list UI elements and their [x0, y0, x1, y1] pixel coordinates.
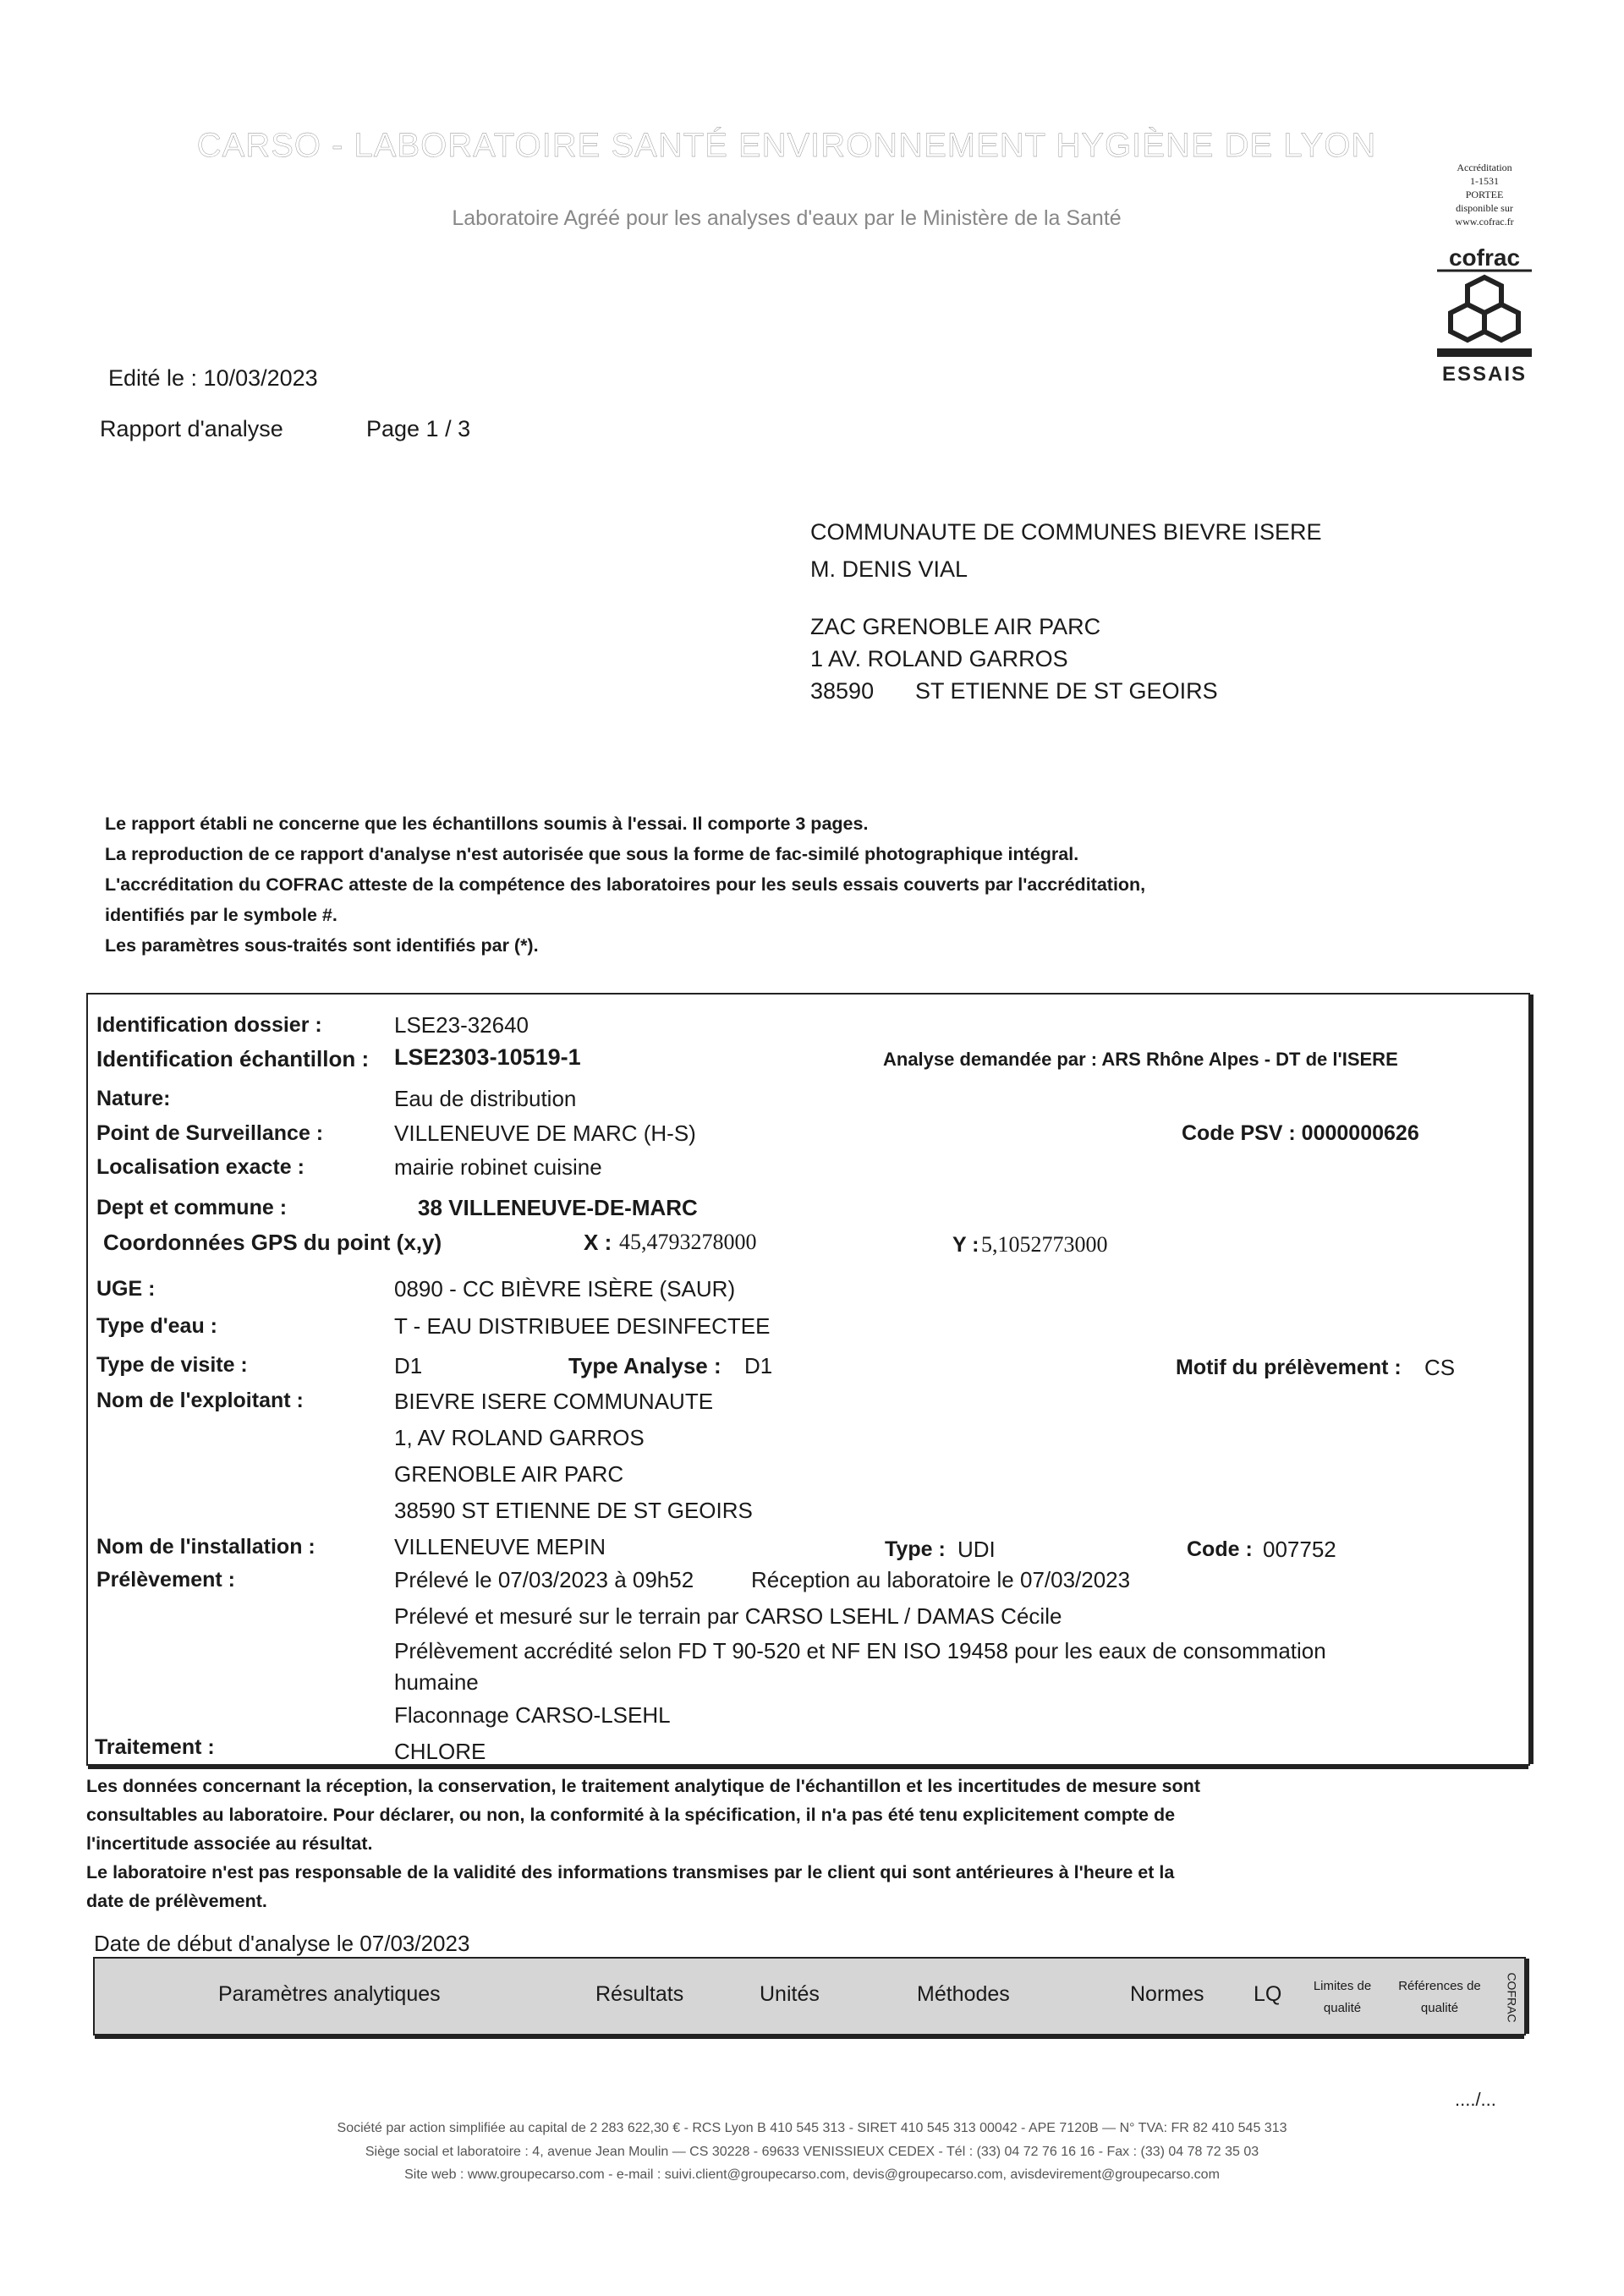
id-dossier-value: LSE23-32640	[394, 1012, 529, 1038]
uge-value: 0890 - CC BIÈVRE ISÈRE (SAUR)	[394, 1276, 736, 1301]
operator-label: Nom de l'exploitant :	[96, 1389, 304, 1412]
edit-date: Edité le : 10/03/2023	[108, 365, 318, 391]
sampling-label: Prélèvement :	[96, 1568, 235, 1592]
col-units: Unités	[760, 1982, 820, 2006]
note-line: date de prélèvement.	[86, 1891, 267, 1911]
water-type-label: Type d'eau :	[96, 1314, 218, 1338]
col-refs	[1387, 1975, 1492, 2019]
disclaimer-line: Le rapport établi ne concerne que les échantillons soumis à l'essai. Il comporte 3 pages.	[105, 814, 869, 834]
cofrac-logo	[1434, 244, 1535, 387]
disclaimer	[105, 808, 1374, 961]
sampling-line: Prélevé et mesuré sur le terrain par CARSO LSEHL / DAMAS Cécile	[394, 1603, 1062, 1629]
id-dossier-label: Identification dossier :	[96, 1013, 322, 1037]
parameters-table-header	[93, 1957, 1526, 2036]
footer-line: Siège social et laboratoire : 4, avenue Jean Moulin — CS 30228 - 69633 VENISSIEUX CEDEX - Tél : (33) 04 72 76 16 16 - Fax : (33) 04 78 72 35 03	[365, 2145, 1259, 2159]
disclaimer-line: L'accréditation du COFRAC atteste de la compétence des laboratoires pour les seuls essais couverts par l'accréditation,	[105, 874, 1146, 895]
continued-marker: ..../...	[1455, 2089, 1496, 2110]
psv-code: Code PSV : 0000000626	[1182, 1121, 1419, 1145]
surveillance-value: VILLENEUVE DE MARC (H-S)	[394, 1121, 696, 1146]
col-limits-line: Limites de	[1313, 1979, 1372, 1993]
lab-subtitle: Laboratoire Agréé pour les analyses d'eaux par le Ministère de la Santé	[452, 206, 1122, 230]
operator-line: 1, AV ROLAND GARROS	[394, 1425, 645, 1450]
motive-value: CS	[1424, 1355, 1456, 1380]
surveillance-label: Point de Surveillance :	[96, 1121, 324, 1145]
recipient-line: 1 AV. ROLAND GARROS	[810, 646, 1068, 671]
installation-code-value: 007752	[1263, 1537, 1336, 1562]
water-type-value: T - EAU DISTRIBUEE DESINFECTEE	[394, 1313, 771, 1339]
report-type: Rapport d'analyse	[100, 416, 283, 441]
cofrac-logo-sub: ESSAIS	[1441, 363, 1528, 386]
accreditation-info	[1438, 161, 1531, 228]
reception-date: Réception au laboratoire le 07/03/2023	[751, 1567, 1131, 1592]
footer-line: Site web : www.groupecarso.com - e-mail : suivi.client@groupecarso.com, devis@groupecarso.com, avisdevirement@groupecarso.com	[404, 2167, 1220, 2182]
gps-y-label: Y :	[952, 1233, 979, 1257]
gps-x-label: X :	[584, 1230, 612, 1255]
requested-by: Analyse demandée par : ARS Rhône Alpes - DT de l'ISERE	[883, 1049, 1398, 1070]
page-number: Page 1 / 3	[366, 416, 471, 441]
installation-type-label: Type :	[885, 1537, 946, 1561]
disclaimer-line: La reproduction de ce rapport d'analyse n'est autorisée que sous la forme de fac-similé photographique intégral.	[105, 844, 1079, 864]
note-line: l'incertitude associée au résultat.	[86, 1833, 373, 1854]
id-sample-value: LSE2303-10519-1	[394, 1044, 581, 1070]
note-line: Les données concernant la réception, la conservation, le traitement analytique de l'échantillon et les incertitudes de mesure sont	[86, 1776, 1200, 1796]
col-norms: Normes	[1130, 1982, 1204, 2006]
installation-label: Nom de l'installation :	[96, 1535, 315, 1559]
accreditation-line: PORTEE	[1465, 189, 1504, 200]
treatment-label: Traitement :	[95, 1735, 215, 1759]
location-value: mairie robinet cuisine	[394, 1154, 602, 1180]
dept-label: Dept et commune :	[96, 1196, 288, 1219]
nature-label: Nature:	[96, 1087, 171, 1110]
disclaimer-line: Les paramètres sous-traités sont identifiés par (*).	[105, 935, 539, 956]
nature-value: Eau de distribution	[394, 1086, 577, 1111]
col-refs-line: qualité	[1420, 2001, 1459, 2015]
lab-name: CARSO - LABORATOIRE SANTÉ ENVIRONNEMENT HYGIÈNE DE LYON	[196, 127, 1377, 164]
visit-type-value: D1	[394, 1353, 423, 1378]
installation-type-value: UDI	[957, 1537, 996, 1562]
operator-line: 38590 ST ETIENNE DE ST GEOIRS	[394, 1498, 753, 1523]
sampling-line: Flaconnage CARSO-LSEHL	[394, 1702, 671, 1728]
operator-line: BIEVRE ISERE COMMUNAUTE	[394, 1389, 714, 1414]
gps-x-value: 45,4793278000	[619, 1230, 757, 1254]
sampling-line: Prélèvement accrédité selon FD T 90-520 et NF EN ISO 19458 pour les eaux de consommation	[394, 1638, 1326, 1663]
col-limits	[1304, 1975, 1380, 2019]
gps-label: Coordonnées GPS du point (x,y)	[103, 1230, 442, 1255]
disclaimer-line: identifiés par le symbole #.	[105, 905, 337, 925]
gps-y-value: 5,1052773000	[981, 1232, 1108, 1257]
accreditation-line: www.cofrac.fr	[1455, 216, 1514, 227]
installation-code-label: Code :	[1187, 1537, 1253, 1561]
recipient-city: ST ETIENNE DE ST GEOIRS	[915, 678, 1218, 704]
sampling-date: Prélevé le 07/03/2023 à 09h52	[394, 1567, 694, 1592]
motive-label: Motif du prélèvement :	[1176, 1356, 1402, 1379]
recipient-line: COMMUNAUTE DE COMMUNES BIEVRE ISERE	[810, 519, 1322, 545]
cofrac-logo-text: cofrac	[1448, 244, 1521, 271]
col-limits-line: qualité	[1323, 2001, 1362, 2015]
col-params: Paramètres analytiques	[218, 1982, 441, 2006]
analysis-type-label: Type Analyse :	[568, 1353, 721, 1378]
footer-line: Société par action simplifiée au capital de 2 283 622,30 € - RCS Lyon B 410 545 313 - SIRET 410 545 313 00042 - APE 7120B — N° TVA: FR 82 410 545 313	[337, 2121, 1287, 2135]
uge-label: UGE :	[96, 1277, 156, 1301]
note-line: Le laboratoire n'est pas responsable de la validité des informations transmises par le client qui sont antérieures à l'heure et la	[86, 1862, 1175, 1882]
col-lq: LQ	[1254, 1982, 1282, 2006]
analysis-start-date: Date de début d'analyse le 07/03/2023	[94, 1931, 470, 1956]
operator-line: GRENOBLE AIR PARC	[394, 1461, 624, 1487]
col-refs-line: Références de	[1398, 1979, 1481, 1993]
col-cofrac-text: COFRAC	[1505, 1972, 1519, 2023]
id-sample-label: Identification échantillon :	[96, 1046, 370, 1071]
col-methods: Méthodes	[917, 1982, 1010, 2006]
recipient-line: ZAC GRENOBLE AIR PARC	[810, 614, 1101, 639]
analysis-type-value: D1	[744, 1353, 773, 1378]
col-results: Résultats	[595, 1982, 684, 2006]
sampling-line: humaine	[394, 1669, 479, 1695]
notes	[86, 1772, 1457, 1915]
installation-value: VILLENEUVE MEPIN	[394, 1534, 606, 1559]
recipient-postcode: 38590	[810, 678, 875, 704]
treatment-value: CHLORE	[394, 1739, 486, 1764]
dept-value: 38 VILLENEUVE-DE-MARC	[418, 1195, 698, 1220]
location-label: Localisation exacte :	[96, 1155, 304, 1179]
note-line: consultables au laboratoire. Pour déclarer, ou non, la conformité à la spécification, il n'a pas été tenu explicitement compte de	[86, 1805, 1176, 1825]
accreditation-line: Accréditation	[1457, 162, 1512, 173]
visit-type-label: Type de visite :	[96, 1353, 248, 1377]
col-cofrac	[1501, 1965, 1521, 2030]
accreditation-line: 1-1531	[1470, 175, 1499, 187]
accreditation-line: disponible sur	[1456, 202, 1513, 214]
recipient-line: M. DENIS VIAL	[810, 556, 968, 582]
